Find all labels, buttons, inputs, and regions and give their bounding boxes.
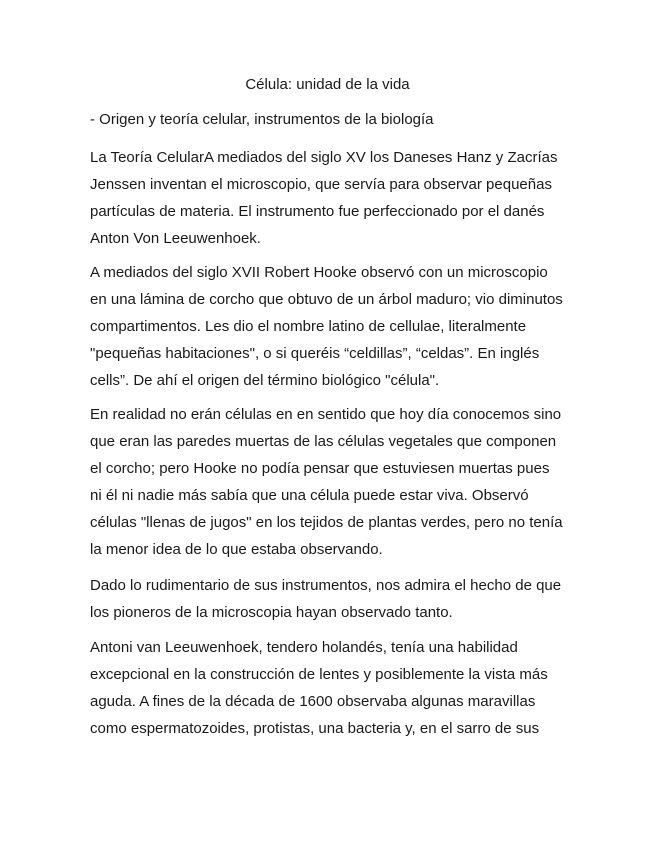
text-line: partículas de materia. El instrumento fue perfeccionado por el danés: [90, 203, 545, 220]
text-line: ni él ni nadie más sabía que una célula puede estar viva. Observó: [90, 487, 529, 504]
text-line: el corcho; pero Hooke no podía pensar que estuviesen muertas pues: [90, 460, 550, 477]
text-line: los pioneros de la microscopia hayan observado tanto.: [90, 604, 453, 621]
text-line: que eran las paredes muertas de las células vegetales que componen: [90, 433, 557, 450]
paragraph-4: [90, 572, 561, 626]
text-line: "pequeñas habitaciones", o si queréis “celdillas”, “celdas”. En inglés: [90, 345, 540, 362]
text-line: la menor idea de lo que estaba observando.: [90, 541, 383, 558]
section-subtitle: - Origen y teoría celular, instrumentos de la biología: [90, 111, 434, 128]
paragraph-2: [90, 259, 563, 394]
paragraph-3: [90, 401, 563, 563]
paragraph-5: [90, 634, 548, 742]
text-line: en una lámina de corcho que obtuvo de un árbol maduro; vio diminutos: [90, 291, 563, 308]
text-line: aguda. A fines de la década de 1600 observaba algunas maravillas: [90, 693, 536, 710]
text-line: cells”. De ahí el origen del término biológico "célula".: [90, 372, 440, 389]
text-line: En realidad no erán células en en sentido que hoy día conocemos sino: [90, 406, 562, 423]
text-line: La Teoría CelularA mediados del siglo XV los Daneses Hanz y Zacrías: [90, 149, 558, 166]
text-line: como espermatozoides, protistas, una bacteria y, en el sarro de sus: [90, 720, 540, 737]
text-line: células "llenas de jugos" en los tejidos de plantas verdes, pero no tenía: [90, 514, 563, 531]
text-line: Anton Von Leeuwenhoek.: [90, 230, 261, 247]
paragraph-1: [90, 144, 557, 252]
text-line: Antoni van Leeuwenhoek, tendero holandés, tenía una habilidad: [90, 639, 518, 656]
text-line: excepcional en la construcción de lentes y posiblemente la vista más: [90, 666, 548, 683]
page-title: Célula: unidad de la vida: [245, 76, 410, 93]
text-line: Dado lo rudimentario de sus instrumentos, nos admira el hecho de que: [90, 577, 562, 594]
text-line: compartimentos. Les dio el nombre latino de cellulae, literalmente: [90, 318, 527, 335]
text-line: A mediados del siglo XVII Robert Hooke observó con un microscopio: [90, 264, 548, 281]
text-line: Jenssen inventan el microscopio, que servía para observar pequeñas: [90, 176, 552, 193]
